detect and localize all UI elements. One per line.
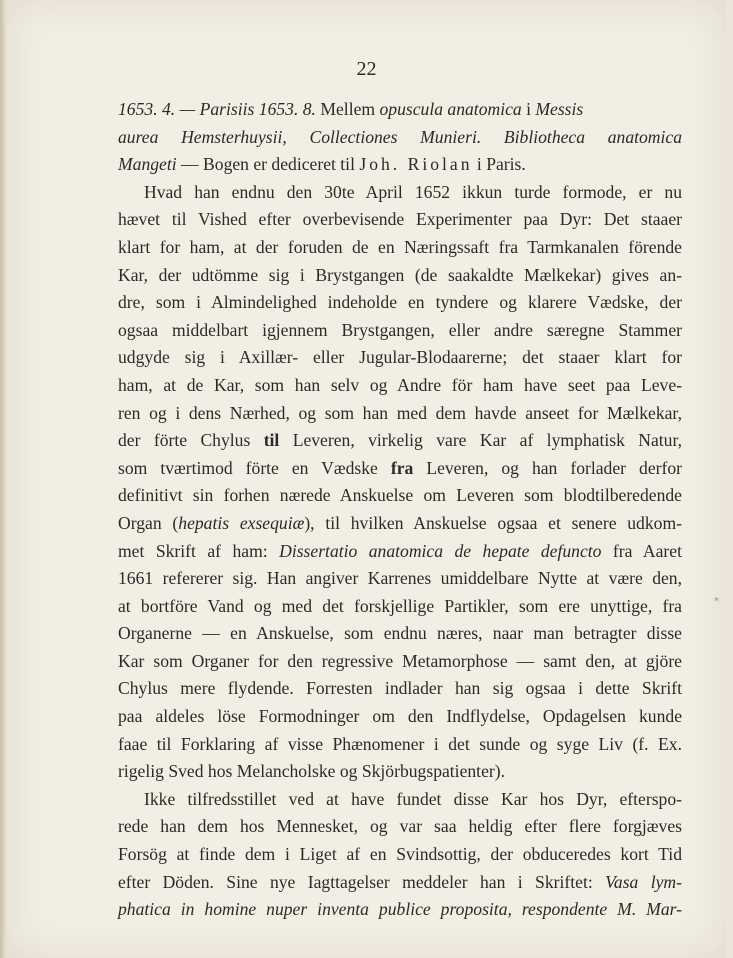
text-line: [118, 427, 682, 455]
text-line: [118, 344, 682, 372]
text-segment: 1661 refererer sig. Han angiver Karrenes umiddelbare Nytte at være den,: [118, 568, 682, 589]
page-number: 22: [356, 58, 377, 80]
text-segment: opuscula anatomica: [379, 99, 522, 119]
text-segment: fra: [390, 457, 414, 478]
text-segment: i Paris.: [472, 154, 526, 175]
text-segment: Forsög at finde dem i Liget af en Svindsottig, der obduceredes kort Tid: [118, 844, 682, 865]
text-segment: Organerne — en Anskuelse, som endnu næres, naar man betragter disse: [118, 623, 682, 644]
text-line: [118, 648, 682, 676]
text-line: [118, 234, 682, 262]
margin-mark: *: [714, 596, 719, 607]
text-segment: efter Döden. Sine nye Iagttagelser meddeler han i Skriftet:: [118, 871, 606, 892]
text-line: [118, 786, 682, 814]
text-segment: ogsaa middelbart igjennem Brystgangen, eller andre særegne Stammer: [118, 319, 682, 340]
text-line: [118, 372, 682, 400]
text-segment: faae til Forklaring af visse Phænomener i det sunde og syge Liv (f. Ex.: [118, 733, 682, 754]
text-segment: dre, som i Almindelighed indeholde en tyndere og klarere Vædske, der: [118, 292, 682, 313]
text-segment: Dissertatio anatomica de hepate defuncto: [279, 540, 602, 561]
text-segment: Joh. Riolan: [359, 154, 473, 175]
text-line: [118, 400, 682, 428]
text-line: [118, 482, 682, 510]
text-line: [118, 869, 682, 897]
text-segment: klart for ham, at der foruden de en Næringssaft fra Tarmkanalen förende: [118, 236, 682, 257]
text-segment: met Skrift af ham:: [118, 540, 280, 561]
text-segment: — Bogen er dediceret til: [176, 154, 360, 175]
text-line: [118, 124, 682, 152]
text-segment: rigelig Sved hos Melancholske og Skjörbugspatienter).: [118, 761, 505, 782]
text-segment: i: [521, 99, 536, 119]
text-segment: ), til hvilken Anskuelse ogsaa et senere udkom-: [304, 512, 682, 533]
text-line: [118, 206, 682, 234]
text-line: [118, 896, 682, 924]
text-segment: der förte Chylus: [118, 430, 264, 451]
text-segment: Mangeti: [118, 154, 177, 175]
text-segment: Leveren, og han forlader derfor: [413, 457, 682, 478]
text-line: [118, 675, 682, 703]
text-line: [118, 731, 682, 759]
text-segment: Leveren, virkelig vare Kar af lymphatisk Natur,: [279, 430, 683, 451]
text-line: [118, 96, 682, 124]
text-line: [118, 510, 682, 538]
text-line: [118, 317, 682, 345]
text-line: [118, 841, 682, 869]
text-segment: Kar, der udtömme sig i Brystgangen (de saakaldte Mælkekar) gives an-: [118, 264, 682, 285]
text-line: [118, 593, 682, 621]
text-line: [118, 151, 682, 179]
text-segment: Kar som Organer for den regressive Metamorphose — samt den, at gjöre: [118, 650, 682, 671]
text-segment: udgyde sig i Axillær- eller Jugular-Blodaarerne; det staaer klart for: [118, 347, 682, 368]
text-segment: phatica in homine nuper inventa publice proposita, respondente M. Mar-: [118, 899, 682, 920]
text-line: [118, 262, 682, 290]
text-segment: aurea Hemsterhuysii, Collectiones Munieri. Bibliotheca anatomica: [118, 126, 682, 147]
text-segment: Messis: [535, 99, 584, 119]
text-segment: hævet til Vished efter overbevisende Experimenter paa Dyr: Det staaer: [118, 209, 682, 230]
text-segment: 1653. 4. — Parisiis 1653. 8.: [118, 99, 316, 119]
text-segment: Ikke tilfredsstillet ved at have fundet disse Kar hos Dyr, efterspo-: [144, 788, 682, 809]
text-segment: Vasa lym-: [605, 871, 682, 892]
text-line: [118, 179, 682, 207]
text-line: [118, 758, 682, 786]
text-segment: ham, at de Kar, som han selv og Andre för ham have seet paa Leve-: [118, 374, 682, 395]
text-line: [118, 565, 682, 593]
text-segment: Chylus mere flydende. Forresten indlader han sig ogsaa i dette Skrift: [118, 678, 682, 699]
text-segment: paa aldeles löse Formodninger om den Indflydelse, Opdagelsen kunde: [118, 706, 682, 727]
text-line: [118, 703, 682, 731]
text-line: [118, 289, 682, 317]
text-line: [118, 620, 682, 648]
text-line: [118, 538, 682, 566]
text-segment: Hvad han endnu den 30te April 1652 ikkun turde formode, er nu: [144, 181, 682, 202]
text-segment: definitivt sin forhen nærede Anskuelse om Leveren som blodtilberedende: [118, 485, 682, 506]
text-segment: at bortföre Vand og med det forskjellige Partikler, som ere unyttige, fra: [118, 595, 682, 616]
text-segment: Mellem: [315, 99, 380, 119]
text-line: [118, 813, 682, 841]
body-text: [118, 96, 682, 924]
text-segment: til: [263, 430, 280, 451]
text-segment: Organ (: [118, 512, 179, 533]
text-segment: som tværtimod förte en Vædske: [118, 457, 391, 478]
text-segment: rede han dem hos Mennesket, og var saa heldig efter flere forgjæves: [118, 816, 682, 837]
text-line: [118, 455, 682, 483]
text-segment: hepatis exsequiæ: [178, 512, 305, 533]
text-segment: fra Aaret: [601, 540, 682, 561]
text-segment: ren og i dens Nærhed, og som han med dem havde anseet for Mælkekar,: [118, 402, 682, 423]
